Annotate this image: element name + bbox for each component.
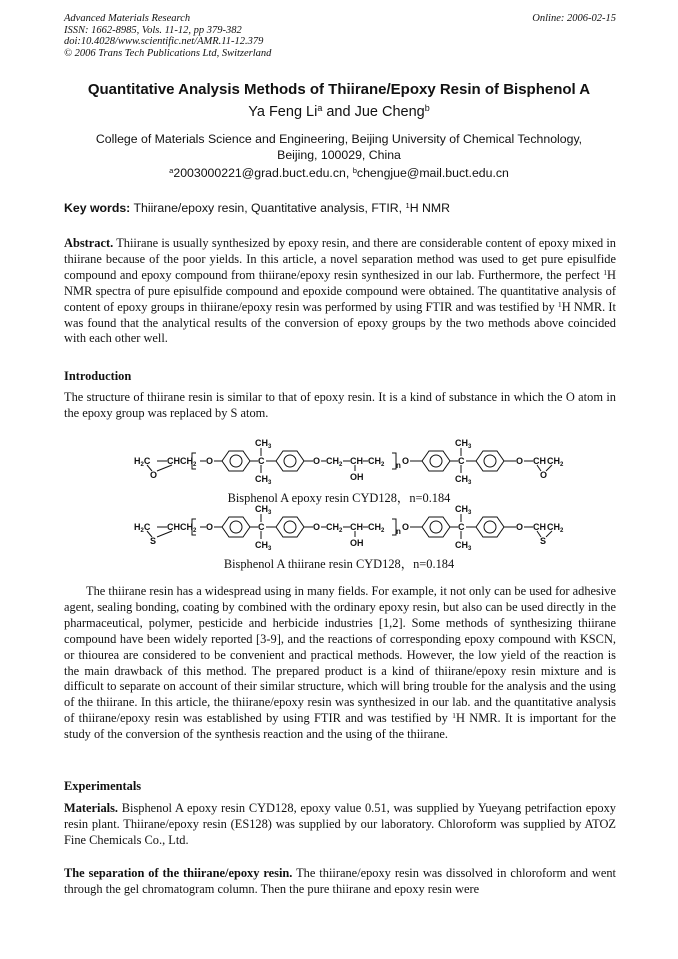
ch3-bottom-4: $CH_3$ bbox=[455, 540, 472, 552]
email-b: chengjue@mail.buct.edu.cn bbox=[356, 166, 509, 180]
ether-o-4: O bbox=[516, 456, 524, 466]
keywords-label: Key words: bbox=[64, 201, 131, 215]
ch2-label-3: $CH_2$ bbox=[326, 522, 343, 534]
introduction-heading: Introduction bbox=[64, 369, 132, 383]
oh-label-1: OH bbox=[350, 472, 364, 482]
copyright-line: © 2006 Trans Tech Publications Ltd, Switzerland bbox=[64, 47, 272, 59]
introduction-para-1: The structure of thiirane resin is similar to that of epoxy resin. It is a kind of substance in which the O atom in the epoxy group was replaced by S atom. bbox=[64, 390, 616, 420]
n-subscript-1: n bbox=[396, 461, 401, 470]
abstract-text-2: H NMR spectra of pure episulfide compound and epoxide compound were obtained. The quantitative analysis of content of epoxy groups in thiirane/epoxy resin was performed by using FTIR and was testified by bbox=[64, 267, 616, 314]
ch3-bottom-3: $CH_3$ bbox=[255, 540, 272, 552]
abstract-sup-2: 1 bbox=[557, 299, 562, 309]
email-a-sup: a bbox=[169, 165, 174, 175]
paper-title: Quantitative Analysis Methods of Thiirane/Epoxy Resin of Bisphenol A bbox=[87, 81, 591, 98]
separation-label: The separation of the thiirane/epoxy resin. bbox=[64, 866, 293, 880]
ch2-label-1: $CH_2$ bbox=[326, 456, 343, 468]
end-ch-label-2: $CHCH_2$ bbox=[533, 522, 564, 534]
intro-para-2-sup: 1 bbox=[452, 711, 456, 721]
chch2-label: $CHCH_2$ bbox=[167, 456, 197, 468]
email-b-sup: b bbox=[352, 165, 357, 175]
h2c-label-2: $H_2C$ bbox=[134, 522, 151, 534]
ether-o-6: O bbox=[313, 522, 321, 532]
ether-o-2: O bbox=[313, 456, 321, 466]
abstract bbox=[64, 236, 616, 347]
oh-label-2: OH bbox=[350, 538, 364, 548]
email-a: 2003000221@grad.buct.edu.cn, bbox=[173, 166, 353, 180]
ether-o-3: O bbox=[402, 456, 410, 466]
center-c-1: C bbox=[258, 456, 265, 466]
ch-label-2: CH bbox=[350, 522, 363, 532]
h2c-label: $H_2C$ bbox=[134, 456, 151, 468]
issn-line: ISSN: 1662-8985, Vols. 11-12, pp 379-382 bbox=[64, 24, 242, 36]
ch3-bottom-1: $CH_3$ bbox=[255, 474, 272, 486]
experimentals-heading: Experimentals bbox=[64, 779, 142, 793]
affiliation bbox=[70, 131, 608, 163]
keywords-text: Thiirane/epoxy resin, Quantitative analysis, FTIR, bbox=[130, 201, 406, 215]
abstract-label: Abstract. bbox=[64, 236, 114, 250]
ether-o-1: O bbox=[206, 456, 214, 466]
author-1-sup: a bbox=[317, 103, 323, 114]
abstract-sup-1: 1 bbox=[603, 267, 608, 277]
separation-text: The thiirane/epoxy resin was dissolved in chloroform and went through the gel chromatogram column. Then the pure thiirane and epoxy resin were bbox=[64, 866, 616, 896]
online-date: Online: 2006-02-15 bbox=[532, 13, 616, 24]
chch2-label-2: $CHCH_2$ bbox=[167, 522, 197, 534]
author-emails bbox=[40, 166, 638, 180]
epoxy-resin-structure bbox=[130, 434, 570, 486]
separation-para bbox=[64, 866, 616, 898]
ether-o-8: O bbox=[516, 522, 524, 532]
affiliation-line-1: College of Materials Science and Engineering, Beijing University of Chemical Technology, bbox=[95, 132, 583, 146]
abstract-text-1: Thiirane is usually synthesized by epoxy resin, and there are considerable content of epoxy mixed in thiirane because of the poor yields. In this article, a novel separation method was used to get pure episulfide compound and epoxy compound from thiirane/epoxy resin synthesized in our lab. Furthermore, the perfect bbox=[64, 236, 616, 282]
ch2-label-4: $CH_2$ bbox=[368, 522, 385, 534]
ether-o-7: O bbox=[402, 522, 410, 532]
keywords-tail: H NMR bbox=[409, 201, 451, 215]
caption-epoxy: Bisphenol A epoxy resin CYD128，n=0.184 bbox=[227, 491, 451, 505]
ch3-top-3: $CH_3$ bbox=[255, 504, 272, 516]
journal-header bbox=[64, 13, 616, 59]
materials-text: Bisphenol A epoxy resin CYD128, epoxy value 0.51, was supplied by Yueyang petrifaction epoxy resin plant. Thiirane/epoxy resin (ES128) was supplied by our laboratory. Chloroform was supplied by ATOZ Fine Chemicals Co., Ltd. bbox=[64, 801, 616, 847]
ch3-top-4: $CH_3$ bbox=[455, 504, 472, 516]
caption-thiirane: Bisphenol A thiirane resin CYD128，n=0.184 bbox=[223, 557, 455, 571]
thiirane-s-label: S bbox=[150, 536, 157, 546]
intro-para-2-text-2: H NMR. It is important for the study of the conversion of the synthesis reaction and the using of the thiirane. bbox=[64, 711, 616, 742]
end-ch-label: $CHCH_2$ bbox=[533, 456, 564, 468]
materials-para bbox=[64, 801, 616, 849]
materials-label: Materials. bbox=[64, 801, 119, 815]
ch3-top-1: $CH_3$ bbox=[255, 438, 272, 450]
author-2: Jue Cheng bbox=[354, 104, 425, 120]
center-c-2: C bbox=[458, 456, 465, 466]
thiirane-resin-structure bbox=[130, 500, 570, 552]
center-c-3: C bbox=[258, 522, 265, 532]
keywords-sup: 1 bbox=[405, 200, 410, 210]
introduction-para-2 bbox=[64, 584, 616, 743]
keywords bbox=[64, 201, 616, 215]
authors-conj: and bbox=[322, 104, 355, 120]
end-thiirane-s: S bbox=[540, 536, 547, 546]
ch2-label-2: $CH_2$ bbox=[368, 456, 385, 468]
ch-label-1: CH bbox=[350, 456, 363, 466]
author-2-sup: b bbox=[424, 103, 430, 114]
center-c-4: C bbox=[458, 522, 465, 532]
author-1: Ya Feng Li bbox=[248, 104, 318, 120]
epoxy-o-label: O bbox=[150, 470, 158, 480]
ch3-top-2: $CH_3$ bbox=[455, 438, 472, 450]
ether-o-5: O bbox=[206, 522, 214, 532]
ch3-bottom-2: $CH_3$ bbox=[455, 474, 472, 486]
n-subscript-2: n bbox=[396, 527, 401, 536]
journal-name: Advanced Materials Research bbox=[64, 13, 191, 24]
authors bbox=[40, 104, 638, 120]
intro-para-2-text-1: The thiirane resin has a widespread using in many fields. For example, it not only can be used for adhesive agent, sealing bonding, coating by combined with the ordinary epoxy resin, but also can be used directly in the pharmaceutical, polymer, pesticide and herbicide industries [1,2]. Some methods of synthesizing thiirane compound have been widely reported [3-9], and the reactions of corresponding epoxy compound with KSCN, or thiourea are considered to be convenient and practical methods. However, the low yield of the reaction is the main drawback of this method. The prepared product is a kind of thiirane/epoxy resin mixture and is difficult to separate on account of their similar structure, which will bring trouble for the analysis and the using of the thiirane. In this article, the thiirane/epoxy resin was synthesized in our lab. and the quantitative analysis of thiirane/epoxy resin was established by using FTIR and was testified by bbox=[64, 584, 616, 726]
abstract-text-3: H NMR. It was found that the analytical results of the conversion of epoxy groups by the two methods above coincided with each other well. bbox=[64, 299, 616, 346]
doi-line: doi:10.4028/www.scientific.net/AMR.11-12.379 bbox=[64, 36, 264, 47]
end-epoxy-o: O bbox=[540, 470, 548, 480]
affiliation-line-2: Beijing, 100029, China bbox=[277, 148, 401, 162]
